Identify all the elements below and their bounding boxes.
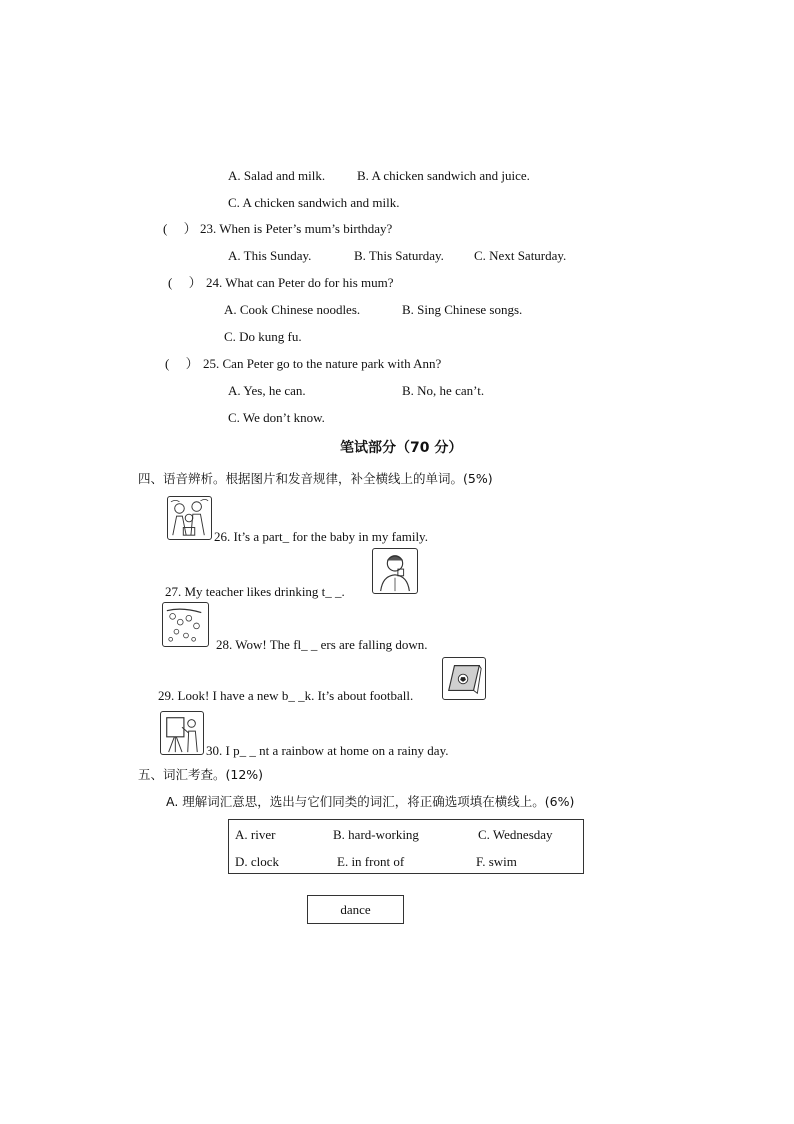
q24-option-a: A. Cook Chinese noodles.	[224, 302, 361, 317]
section4-heading: 四、语音辨析。根据图片和发音规律，补全横线上的单词。(5%)	[138, 471, 493, 486]
teacher-drinking-icon	[372, 548, 418, 594]
q29-text: 29. Look! I have a new b_ _k. It’s about football.	[158, 688, 414, 703]
q24-option-b: B. Sing Chinese songs.	[402, 302, 523, 317]
word-option-b: B. hard-working	[333, 827, 419, 842]
word-options-box	[228, 819, 584, 874]
section5-heading: 五、词汇考查。(12%)	[138, 767, 264, 782]
answer-word: dance	[340, 902, 371, 917]
q28-text: 28. Wow! The fl_ _ ers are falling down.	[216, 637, 428, 652]
family-party-icon	[167, 496, 212, 540]
word-option-e: E. in front of	[337, 854, 405, 869]
q22-option-a: A. Salad and milk.	[228, 168, 326, 183]
word-option-c: C. Wednesday	[478, 827, 553, 842]
painting-easel-icon	[160, 711, 204, 755]
written-section-title: 笔试部分（70 分）	[340, 440, 463, 456]
q25-option-b: B. No, he can’t.	[402, 383, 485, 398]
answer-word-box	[307, 895, 404, 924]
q23-option-a: A. This Sunday.	[228, 248, 312, 263]
q23-question: 23. When is Peter’s mum’s birthday?	[200, 221, 393, 236]
q24-option-c: C. Do kung fu.	[224, 329, 302, 344]
word-option-f: F. swim	[476, 854, 517, 869]
word-option-a: A. river	[235, 827, 276, 842]
q25-answer-bracket: ( ）	[165, 356, 199, 371]
q25-option-c: C. We don’t know.	[228, 410, 325, 425]
q25-option-a: A. Yes, he can.	[228, 383, 306, 398]
q24-answer-bracket: ( ）	[168, 275, 202, 290]
q26-text: 26. It’s a part_ for the baby in my family.	[214, 529, 428, 544]
q23-option-b: B. This Saturday.	[354, 248, 444, 263]
q24-question: 24. What can Peter do for his mum?	[206, 275, 394, 290]
q22-option-b: B. A chicken sandwich and juice.	[357, 168, 530, 183]
flowers-falling-icon	[162, 602, 209, 647]
football-book-icon	[442, 657, 486, 700]
q22-option-c: C. A chicken sandwich and milk.	[228, 195, 400, 210]
q30-text: 30. I p_ _ nt a rainbow at home on a rainy day.	[206, 743, 449, 758]
section5-part-a-instruction: A. 理解词汇意思，选出与它们同类的词汇，将正确选项填在横线上。(6%)	[166, 794, 575, 809]
q23-answer-bracket: ( ）	[163, 221, 197, 236]
q23-option-c: C. Next Saturday.	[474, 248, 567, 263]
q25-question: 25. Can Peter go to the nature park with Ann?	[203, 356, 442, 371]
q27-text: 27. My teacher likes drinking t_ _.	[165, 584, 345, 599]
word-option-d: D. clock	[235, 854, 280, 869]
